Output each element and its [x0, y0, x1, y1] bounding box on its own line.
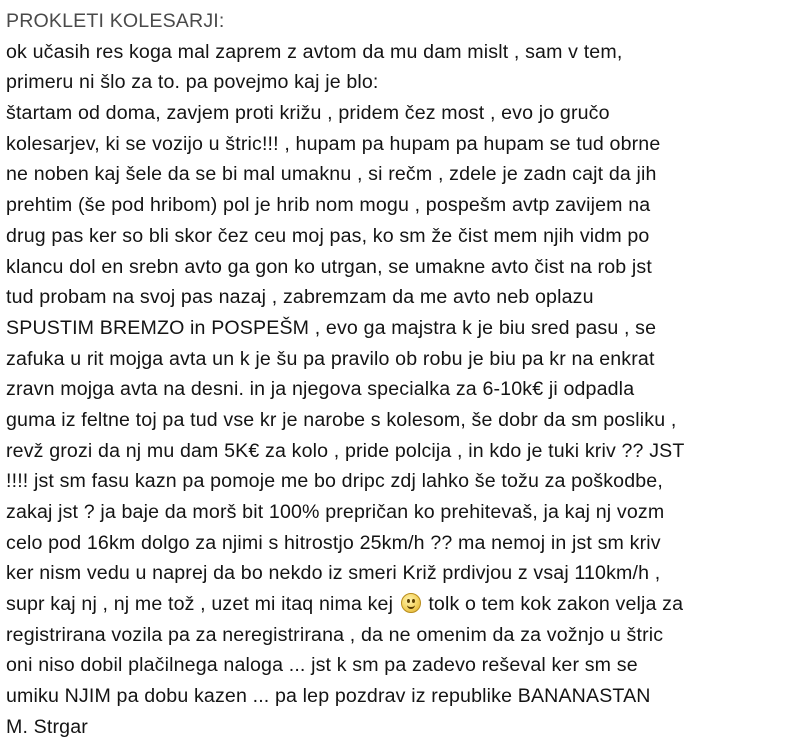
post-line: umiku NJIM pa dobu kazen ... pa lep pozdrav iz republike BANANASTAN — [6, 685, 651, 708]
post-line: registrirana vozila pa za neregistrirana , da ne omenim da za vožnjo u štric — [6, 623, 664, 646]
post-line: oni niso dobil plačilnega naloga ... jst k sm pa zadevo reševal ker sm se — [6, 654, 638, 677]
post-line: ker nism vedu u naprej da bo nekdo iz smeri Križ prdivjou z vsaj 110km/h , — [6, 562, 661, 585]
post-line: klancu dol en srebn avto ga gon ko utrgan, se umakne avto čist na rob jst — [6, 255, 652, 278]
post-line: guma iz feltne toj pa tud vse kr je narobe s kolesom, še dobr da sm posliku , — [6, 408, 677, 431]
post-line: drug pas ker so bli skor čez ceu moj pas, ko sm že čist mem njih vidm po — [6, 224, 650, 247]
post-line: prehtim (še pod hribom) pol je hrib nom mogu , pospešm avtp zavijem na — [6, 194, 651, 217]
post-signature: M. Strgar — [6, 715, 88, 738]
post-line: štartam od doma, zavjem proti križu , pridem čez most , evo jo gručo — [6, 102, 610, 125]
post-line: kolesarjev, ki se vozijo u štric!!! , hupam pa hupam pa hupam se tud obrne — [6, 132, 661, 155]
post-line: revž grozi da nj mu dam 5K€ za kolo , pride polcija , in kdo je tuki kriv ?? JST — [6, 439, 685, 462]
post-line-text: supr kaj nj , nj me tož , uzet mi itaq nima kej — [6, 593, 394, 616]
post-line: ok učasih res koga mal zaprem z avtom da mu dam mislt , sam v tem, — [6, 40, 623, 63]
smiley-icon — [401, 593, 421, 613]
post-line: zravn mojga avta na desni. in ja njegova specialka za 6-10k€ ji odpadla — [6, 378, 635, 401]
post-line: ne noben kaj šele da se bi mal umaknu , si rečm , zdele je zadn cajt da jih — [6, 163, 657, 186]
post-body — [6, 6, 802, 743]
post-line: celo pod 16km dolgo za njimi s hitrostjo 25km/h ?? ma nemoj in jst sm kriv — [6, 531, 661, 554]
post-title: PROKLETI KOLESARJI: — [6, 10, 225, 32]
post-line-with-emoji — [6, 589, 802, 620]
post-line: zakaj jst ? ja baje da morš bit 100% prepričan ko prehitevaš, ja kaj nj vozm — [6, 501, 665, 523]
post-line-text: tolk o tem kok zakon velja za — [428, 593, 684, 616]
post-line: tud probam na svoj pas nazaj , zabremzam da me avto neb oplazu — [6, 286, 594, 309]
post-line: SPUSTIM BREMZO in POSPEŠM , evo ga majstra k je biu sred pasu , se — [6, 316, 657, 339]
post-line: primeru ni šlo za to. pa povejmo kaj je blo: — [6, 71, 379, 94]
post-line: zafuka u rit mojga avta un k je šu pa pravilo ob robu je biu pa kr na enkrat — [6, 347, 655, 370]
post-line: !!!! jst sm fasu kazn pa pomoje me bo dripc zdj lahko še tožu za poškodbe, — [6, 470, 663, 493]
